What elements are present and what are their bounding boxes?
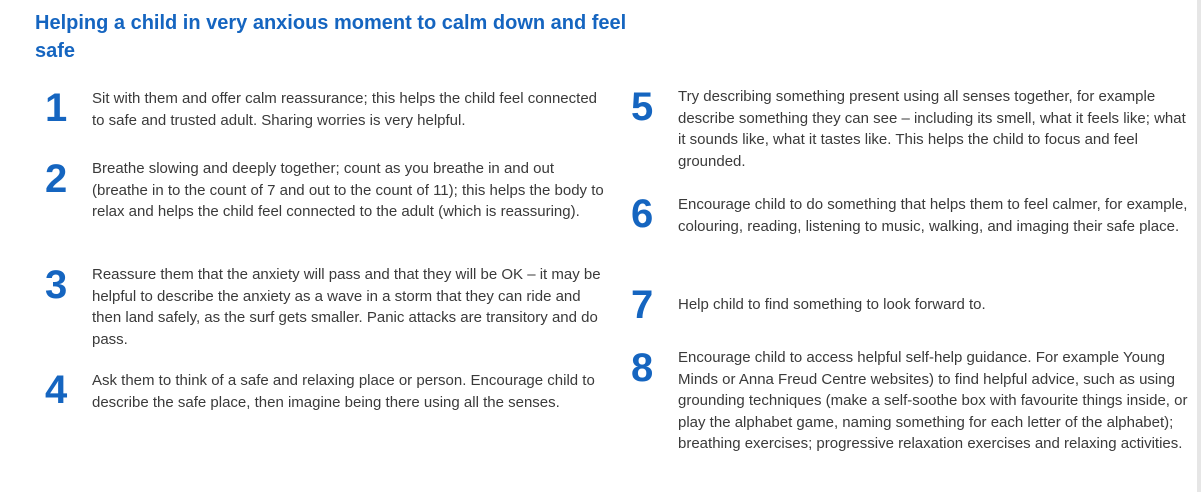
- page-edge-divider: [1197, 0, 1201, 492]
- step-text: Breathe slowing and deeply together; count as you breathe in and out (breathe in to the count of 7 and out to the count of 11); this helps the body to relax and helps the child feel connected to the adult (which is reassuring).: [92, 160, 604, 220]
- step-number: 5: [631, 85, 654, 129]
- step-number: 2: [45, 157, 68, 201]
- step-number: 1: [45, 86, 68, 130]
- step-text: Encourage child to access helpful self-help guidance. For example Young Minds or Anna Freud Centre websites) to find helpful advice, such as using grounding techniques (make a self-soothe box with favourite things inside, or play the alphabet game, naming something for each letter of the alphabet); breathing exercises; progressive relaxation exercises and relaxing activities.: [678, 349, 1188, 452]
- step-number: 3: [45, 263, 68, 307]
- page-title: Helping a child in very anxious moment to calm down and feel safe: [35, 12, 627, 62]
- step-text: Try describing something present using all senses together, for example describe something they can see – including its smell, what it feels like; what it sounds like, what it tastes like. This helps the child to focus and feel grounded.: [678, 88, 1186, 170]
- step-text: Help child to find something to look forward to.: [678, 296, 986, 313]
- step-number: 8: [631, 346, 654, 390]
- step-number: 6: [631, 192, 654, 236]
- step-text: Reassure them that the anxiety will pass and that they will be OK – it may be helpful to describe the anxiety as a wave in a storm that they can ride and then land safely, as the surf gets smaller. Panic attacks are transitory and do pass.: [92, 266, 601, 348]
- step-text: Ask them to think of a safe and relaxing place or person. Encourage child to describe the safe place, then imagine being there using all the senses.: [92, 372, 595, 411]
- step-number: 7: [631, 283, 654, 327]
- step-number: 4: [45, 368, 68, 412]
- step-text: Sit with them and offer calm reassurance; this helps the child feel connected to safe and trusted adult. Sharing worries is very helpful.: [92, 90, 597, 129]
- step-text: Encourage child to do something that helps them to feel calmer, for example, colouring, reading, listening to music, walking, and imaging their safe place.: [678, 196, 1188, 235]
